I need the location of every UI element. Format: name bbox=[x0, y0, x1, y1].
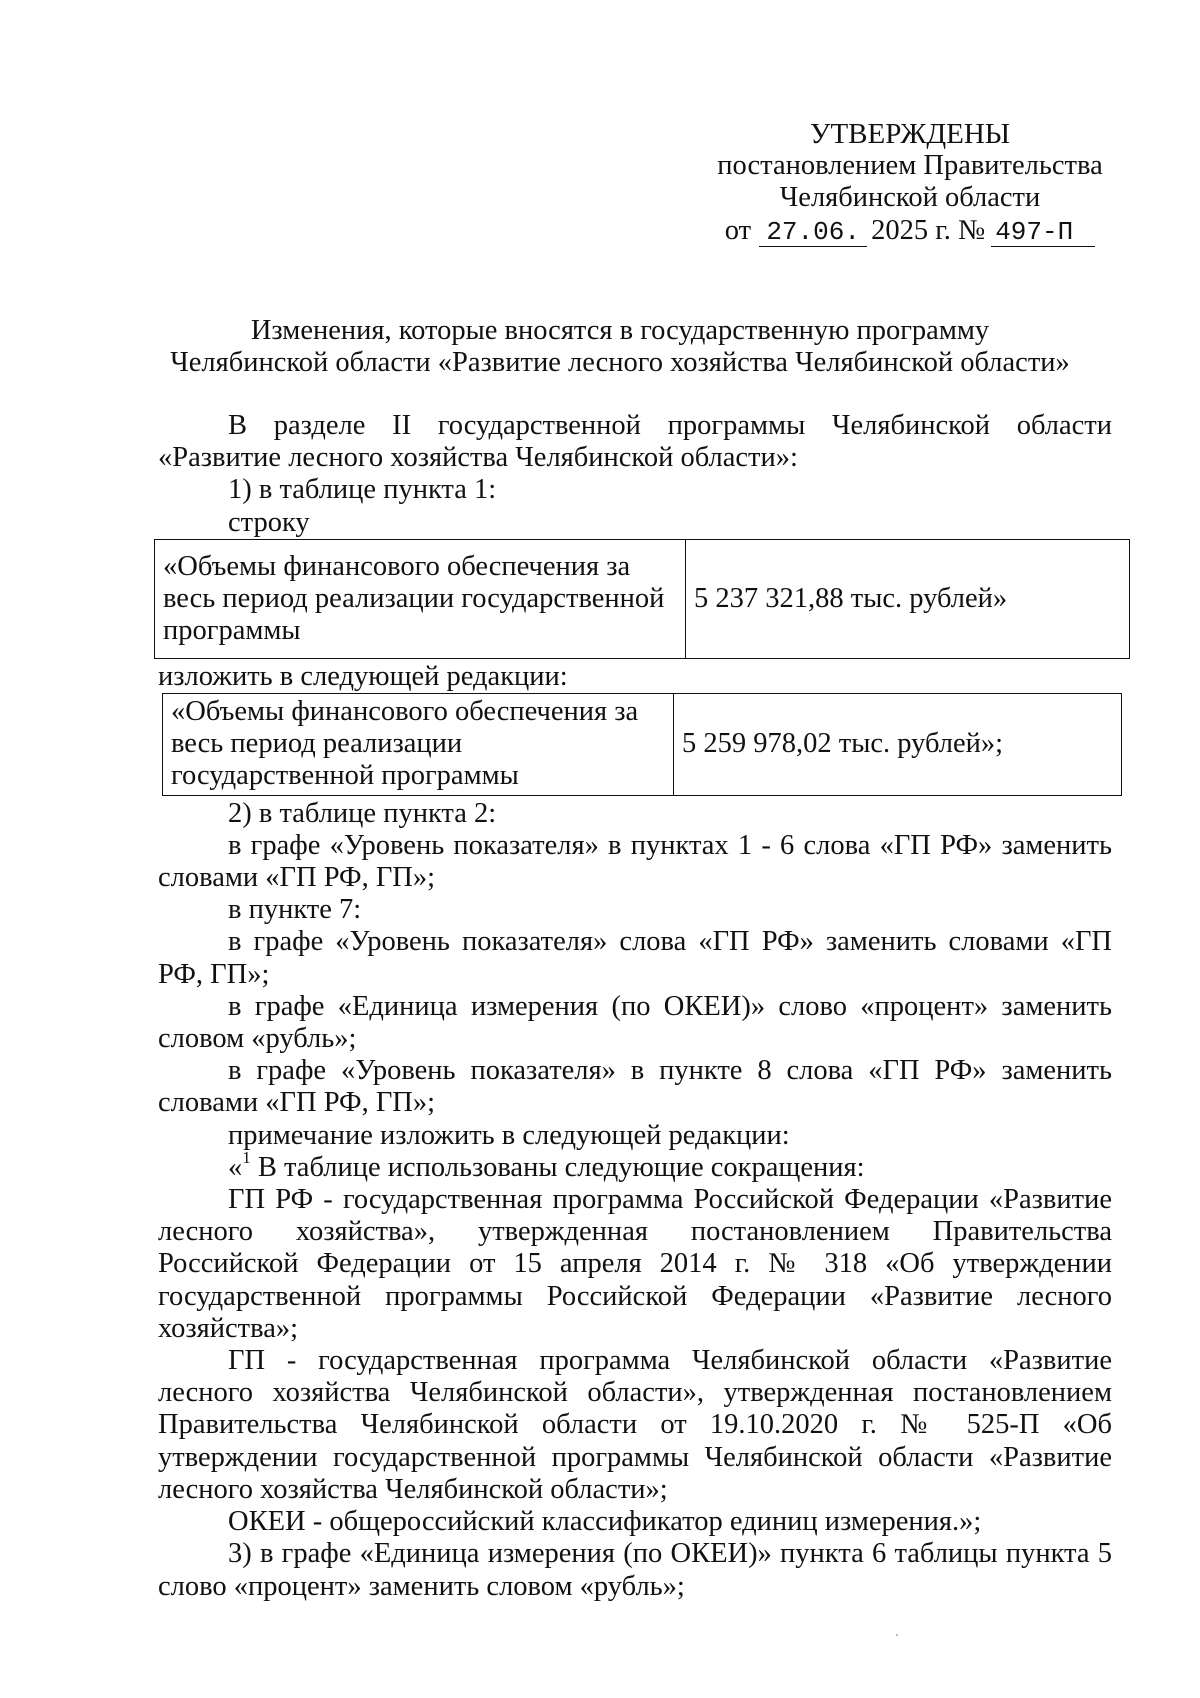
approval-line-2: Челябинской области bbox=[779, 182, 1041, 214]
heading-line-2: Челябинской области «Развитие лесного хозяйства Челябинской области» bbox=[170, 347, 1070, 379]
item-2: 2) в таблице пункта 2: bbox=[228, 797, 497, 829]
gprf-definition: ГП РФ - государственная программа Российской Федерации «Развитие лесного хозяйства», утвержденная постановлением Правительства Российской Федерации от 15 апреля 2014 г. № 318 «Об утверждении государственной программы Российской Федерации «Развитие лесного хозяйства»; bbox=[158, 1184, 1112, 1344]
note-heading-text: В таблице использованы следующие сокращения: bbox=[250, 1151, 865, 1183]
new-funding-label: «Объемы финансового обеспечения за весь период реализации государственной программы bbox=[163, 694, 674, 796]
footnote-marker: 1 bbox=[242, 1148, 251, 1168]
intro-paragraph: В разделе II государственной программы Челябинской области «Развитие лесного хозяйства Челябинской области»: bbox=[158, 410, 1112, 474]
new-funding-value: 5 259 978,02 тыс. рублей»; bbox=[674, 694, 1122, 796]
scan-speck bbox=[896, 1634, 898, 1636]
item-1: 1) в таблице пункта 1: bbox=[228, 474, 497, 506]
approval-stamp bbox=[700, 118, 1120, 247]
note-intro: примечание изложить в следующей редакции: bbox=[228, 1119, 790, 1151]
document-heading bbox=[160, 315, 1080, 379]
level-1-6-paragraph: в графе «Уровень показателя» в пунктах 1 - 6 слова «ГП РФ» заменить словами «ГП РФ, ГП»; bbox=[158, 829, 1112, 894]
new-funding-table bbox=[162, 693, 1122, 796]
approval-year: 2025 г. № bbox=[871, 214, 986, 246]
table-row bbox=[163, 694, 1122, 796]
level-7-paragraph: в графе «Уровень показателя» слова «ГП РФ» заменить словами «ГП РФ, ГП»; bbox=[158, 926, 1112, 990]
note-heading bbox=[158, 1148, 1112, 1184]
approval-date-line bbox=[700, 215, 1120, 247]
old-funding-table bbox=[154, 539, 1130, 659]
gp-definition: ГП - государственная программа Челябинской области «Развитие лесного хозяйства Челябинской области», утвержденная постановлением Правительства Челябинской области от 19.10.2020 г. № 525-П «Об утверждении государственной программы Челябинской области «Развитие лесного хозяйства Челябинской области»; bbox=[158, 1345, 1112, 1505]
old-funding-value: 5 237 321,88 тыс. рублей» bbox=[686, 539, 1130, 658]
approval-number: 497-П bbox=[991, 219, 1095, 247]
unit-7-paragraph: в графе «Единица измерения (по ОКЕИ)» слово «процент» заменить словом «рубль»; bbox=[158, 990, 1112, 1055]
approval-date: 27.06. bbox=[759, 219, 867, 247]
row-word: строку bbox=[228, 506, 310, 538]
okei-definition: ОКЕИ - общероссийский классификатор единиц измерения.»; bbox=[228, 1506, 982, 1538]
approval-from-label: от bbox=[724, 214, 752, 246]
level-8-paragraph: в графе «Уровень показателя» в пункте 8 слова «ГП РФ» заменить словами «ГП РФ, ГП»; bbox=[158, 1055, 1112, 1119]
item-3-paragraph: 3) в графе «Единица измерения (по ОКЕИ)» пункта 6 таблицы пункта 5 слово «процент» заменить словом «рубль»; bbox=[158, 1538, 1112, 1602]
heading-line-1: Изменения, которые вносятся в государственную программу bbox=[250, 315, 990, 346]
note-open-quote: « bbox=[228, 1151, 243, 1183]
table-row bbox=[155, 539, 1130, 658]
replace-with-label: изложить в следующей редакции: bbox=[158, 660, 568, 692]
document-body bbox=[158, 410, 1112, 1603]
approval-line-1: постановлением Правительства bbox=[717, 150, 1103, 182]
approval-title: УТВЕРЖДЕНЫ bbox=[809, 118, 1011, 150]
item-7-label: в пункте 7: bbox=[228, 894, 362, 926]
old-funding-label: «Объемы финансового обеспечения за весь период реализации государственной программы bbox=[155, 539, 686, 658]
